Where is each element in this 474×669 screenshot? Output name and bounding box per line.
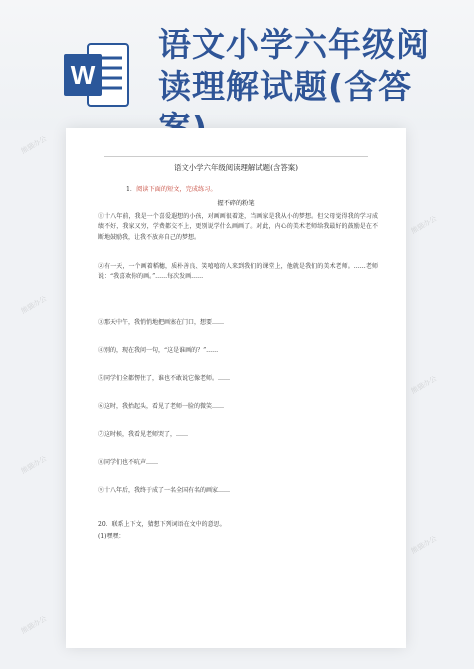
watermark: 熊猫办公	[409, 214, 439, 236]
paragraph: ②有一天，一个画着稻穗，质朴善良、笑嘻嘻的人来到我们的课堂上，他就是我们的美术老师。……老师说：“我喜欢你的画。”……每次发画……	[98, 263, 378, 281]
watermark: 熊猫办公	[19, 134, 49, 156]
question: 20．联系上下文，猜想下列词语在文中的意思。	[98, 521, 226, 528]
watermark: 熊猫办公	[19, 454, 49, 476]
watermark: 熊猫办公	[409, 534, 439, 556]
instruction-highlight: 阅读下面的短文，完成练习。	[136, 186, 217, 193]
paragraph: ⑧同学们也不吭声……	[98, 459, 159, 466]
word-document-icon	[60, 38, 134, 112]
paragraph: ③那天中午，我悄悄地把画塞在门口，想要……	[98, 319, 225, 326]
watermark: 熊猫办公	[19, 614, 49, 636]
subquestion: (1)嘿嘿：	[98, 533, 125, 540]
header-rule	[104, 156, 368, 157]
svg-text:W: W	[70, 60, 96, 90]
header-banner	[0, 0, 474, 130]
instruction: 1．阅读下面的短文，完成练习。	[126, 186, 217, 193]
paragraph: ⑨十八年后，我终于成了一名全国有名的画家……	[98, 487, 231, 494]
page-title: 语文小学六年级阅读理解试题(含答	[158, 25, 430, 106]
watermark: 熊猫办公	[19, 294, 49, 316]
document-page	[66, 128, 406, 648]
document-title: 语文小学六年级阅读理解试题(含答案)	[173, 163, 299, 172]
story-title: 握不碎的粉笔	[217, 200, 255, 207]
paragraph: ①十八年前，我是一个喜爱遐想的小孩，对画画很着迷，当画家是我从小的梦想。但父母觉得我的学习成绩不好，我家又穷，学费都交不上，更别说学什么画画了。对此，内心的美术老师给我最好的鼓励是在不断地鼓励我，让我不放弃自己的梦想。	[98, 213, 378, 241]
watermark: 熊猫办公	[409, 374, 439, 396]
paragraph: ⑦这时候，我看见老师哭了，……	[98, 431, 189, 438]
paragraph: ④別的，现在我问一句，“这是谁画的？”……	[98, 347, 219, 354]
paragraph: ⑥这时，我抬起头，看见了老师一脸的微笑……	[98, 403, 225, 410]
paragraph: ⑤同学们全都愣住了，谁也不敢说它像老师。……	[98, 375, 231, 382]
